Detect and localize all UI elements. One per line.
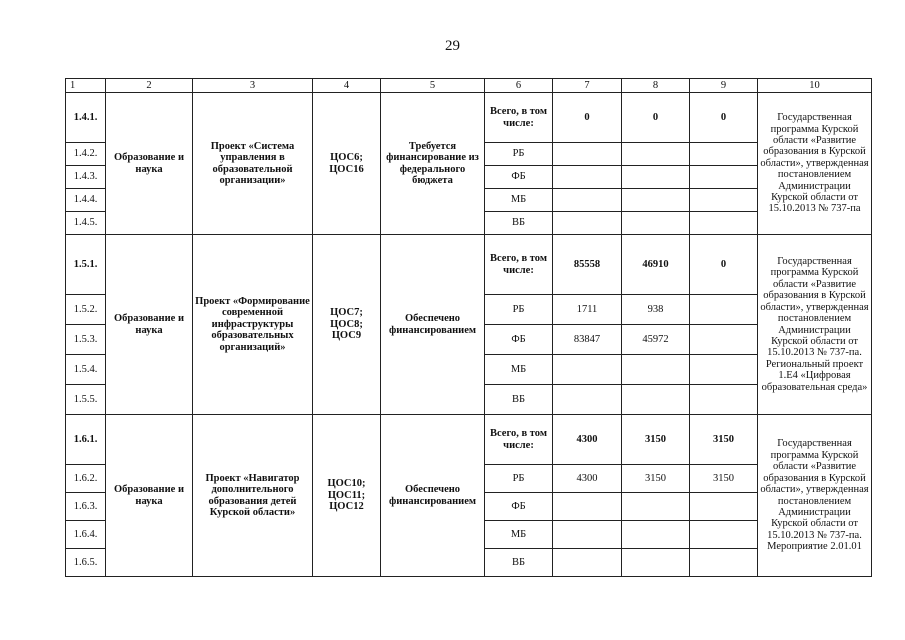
total-value: 3150: [622, 415, 690, 465]
header-cell: 2: [106, 79, 193, 93]
row-number: 1.4.3.: [66, 166, 106, 189]
source-value: 45972: [622, 325, 690, 355]
source-value: [622, 549, 690, 577]
source-value: [553, 385, 622, 415]
source-value: [553, 143, 622, 166]
total-value: 4300: [553, 415, 622, 465]
row-number: 1.6.5.: [66, 549, 106, 577]
table-row: [66, 93, 872, 143]
total-label: Всего, в том числе:: [485, 235, 553, 295]
row-number: 1.6.4.: [66, 521, 106, 549]
note-cell: Государственная программа Курской области «Развитие образования в Курской области», утвержденная постановлением Администрации Курской области от 15.10.2013 № 737-па. Мероприятие 2.01.01: [758, 415, 872, 577]
source-value: [690, 549, 758, 577]
source-value: [690, 385, 758, 415]
total-value: 0: [553, 93, 622, 143]
source-value: [622, 166, 690, 189]
source-value: [690, 143, 758, 166]
row-number: 1.5.1.: [66, 235, 106, 295]
table-row: [66, 415, 872, 465]
source-value: [553, 493, 622, 521]
codes-cell: ЦОС10; ЦОС11; ЦОС12: [313, 415, 381, 577]
source-value: [553, 212, 622, 235]
source-value: [553, 355, 622, 385]
source-label: ФБ: [485, 493, 553, 521]
row-number: 1.6.3.: [66, 493, 106, 521]
source-value: [690, 521, 758, 549]
source-value: [622, 212, 690, 235]
row-number: 1.6.1.: [66, 415, 106, 465]
row-number: 1.5.4.: [66, 355, 106, 385]
source-label: МБ: [485, 355, 553, 385]
source-value: [553, 521, 622, 549]
source-value: [622, 385, 690, 415]
status-cell: Требуется финансирование из федерального бюджета: [381, 93, 485, 235]
source-value: [553, 189, 622, 212]
source-value: [553, 549, 622, 577]
source-label: МБ: [485, 521, 553, 549]
source-value: 1711: [553, 295, 622, 325]
source-label: РБ: [485, 143, 553, 166]
row-number: 1.5.3.: [66, 325, 106, 355]
status-cell: Обеспечено финансированием: [381, 415, 485, 577]
source-label: РБ: [485, 295, 553, 325]
source-label: ФБ: [485, 166, 553, 189]
area-cell: Образование и наука: [106, 415, 193, 577]
source-value: [622, 189, 690, 212]
total-value: 0: [622, 93, 690, 143]
total-label: Всего, в том числе:: [485, 93, 553, 143]
source-value: [690, 493, 758, 521]
source-label: ВБ: [485, 212, 553, 235]
header-cell: 1: [66, 79, 106, 93]
total-value: 0: [690, 235, 758, 295]
header-cell: 4: [313, 79, 381, 93]
project-cell: Проект «Навигатор дополнительного образования детей Курской области»: [193, 415, 313, 577]
source-value: [690, 295, 758, 325]
codes-cell: ЦОС7; ЦОС8; ЦОС9: [313, 235, 381, 415]
source-value: [690, 355, 758, 385]
source-label: ВБ: [485, 385, 553, 415]
source-value: 83847: [553, 325, 622, 355]
source-value: 938: [622, 295, 690, 325]
header-row: [66, 79, 872, 93]
row-number: 1.4.4.: [66, 189, 106, 212]
source-value: [622, 355, 690, 385]
total-value: 46910: [622, 235, 690, 295]
source-label: МБ: [485, 189, 553, 212]
project-cell: Проект «Формирование современной инфраструктуры образовательных организаций»: [193, 235, 313, 415]
row-number: 1.5.5.: [66, 385, 106, 415]
total-value: 3150: [690, 415, 758, 465]
source-value: [690, 212, 758, 235]
note-cell: Государственная программа Курской области «Развитие образования в Курской области», утвержденная постановлением Администрации Курской области от 15.10.2013 № 737-па: [758, 93, 872, 235]
source-value: [690, 189, 758, 212]
source-value: [553, 166, 622, 189]
source-label: ВБ: [485, 549, 553, 577]
row-number: 1.4.5.: [66, 212, 106, 235]
total-value: 0: [690, 93, 758, 143]
source-value: 4300: [553, 465, 622, 493]
source-value: 3150: [622, 465, 690, 493]
source-value: [622, 143, 690, 166]
source-value: [690, 166, 758, 189]
header-cell: 3: [193, 79, 313, 93]
codes-cell: ЦОС6; ЦОС16: [313, 93, 381, 235]
source-label: РБ: [485, 465, 553, 493]
header-cell: 8: [622, 79, 690, 93]
header-cell: 7: [553, 79, 622, 93]
header-cell: 10: [758, 79, 872, 93]
status-cell: Обеспечено финансированием: [381, 235, 485, 415]
page-number: 29: [445, 38, 460, 54]
area-cell: Образование и наука: [106, 93, 193, 235]
financing-table: [65, 78, 872, 577]
source-value: [622, 493, 690, 521]
header-cell: 9: [690, 79, 758, 93]
row-number: 1.6.2.: [66, 465, 106, 493]
area-cell: Образование и наука: [106, 235, 193, 415]
header-cell: 5: [381, 79, 485, 93]
source-label: ФБ: [485, 325, 553, 355]
note-cell: Государственная программа Курской области «Развитие образования в Курской области», утвержденная постановлением Администрации Курской области от 15.10.2013 № 737-па. Региональный проект 1.Е4 «Цифровая образовательная среда»: [758, 235, 872, 415]
row-number: 1.4.2.: [66, 143, 106, 166]
row-number: 1.4.1.: [66, 93, 106, 143]
source-value: [690, 325, 758, 355]
source-value: [622, 521, 690, 549]
row-number: 1.5.2.: [66, 295, 106, 325]
header-cell: 6: [485, 79, 553, 93]
project-cell: Проект «Система управления в образовательной организации»: [193, 93, 313, 235]
total-value: 85558: [553, 235, 622, 295]
source-value: 3150: [690, 465, 758, 493]
total-label: Всего, в том числе:: [485, 415, 553, 465]
table-row: [66, 235, 872, 295]
